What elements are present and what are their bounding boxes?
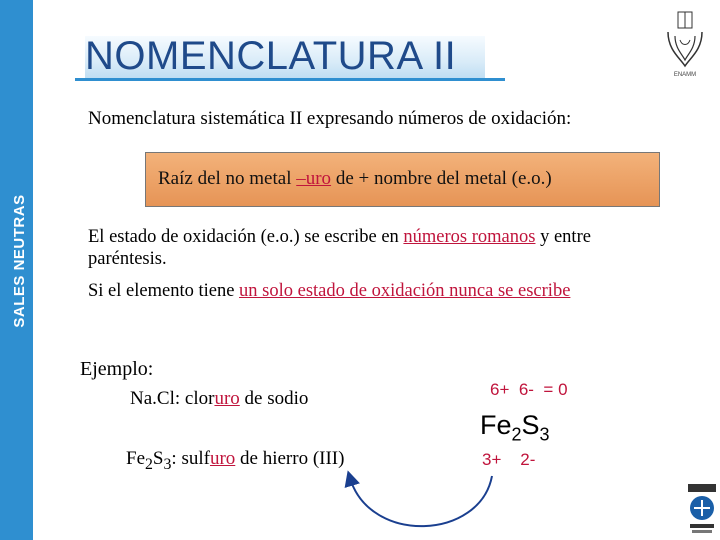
ox-bottom-fe: 3+ (482, 450, 502, 469)
para1-b: números romanos (403, 227, 536, 247)
s-sub: 3 (539, 424, 550, 445)
logo-caption: ENAMM (673, 72, 697, 78)
formula-text (158, 168, 552, 190)
education-logo-icon (686, 484, 718, 536)
school-logo-icon (660, 10, 710, 78)
ex2-sub2: 3 (163, 455, 172, 473)
ex2-e: de hierro (III) (235, 448, 345, 469)
formula-box (145, 152, 660, 207)
para1-d: paréntesis. (88, 249, 167, 269)
paragraph-single-state (88, 280, 570, 302)
ex2-c: : sulf (171, 448, 210, 469)
ex2-d: uro (209, 448, 236, 469)
s-symbol: S (521, 410, 540, 440)
subtitle: Nomenclatura sistemática II expresando números de oxidación: (88, 108, 572, 129)
para1-c: y entre (535, 227, 591, 247)
curved-arrow-icon (330, 460, 510, 540)
page-title: NOMENCLATURA II (85, 34, 457, 78)
paragraph-oxidation-state (88, 226, 591, 270)
formula-part1: Raíz del no metal (158, 168, 297, 189)
ox-top-eq: = 0 (543, 380, 568, 399)
formula-part3: de + nombre del metal (e.o.) (331, 168, 552, 189)
title-banner (75, 28, 495, 83)
formula-part2: –uro (296, 168, 332, 189)
para2-b: un solo estado de oxidación nunca se escribe (239, 281, 571, 301)
ox-top-s: 6- (518, 380, 534, 399)
sidebar (0, 0, 33, 540)
example-2 (126, 448, 344, 474)
formula-fe2s3 (480, 410, 550, 445)
ox-top-fe: 6+ (490, 380, 510, 399)
sidebar-label: SALES NEUTRAS (11, 194, 28, 328)
ex1-b: uro (214, 388, 240, 409)
oxidation-top-row (490, 380, 568, 400)
ex2-sub1: 2 (145, 455, 153, 473)
example-label: Ejemplo: (80, 358, 154, 380)
fe-symbol: Fe (480, 410, 512, 440)
example-1 (130, 388, 308, 410)
ox-bottom-s: 2- (520, 450, 536, 469)
ex2-b: S (152, 448, 164, 469)
ex2-a: Fe (126, 448, 145, 469)
para1-a: El estado de oxidación (e.o.) se escribe en (88, 227, 404, 247)
para2-a: Si el elemento tiene (88, 281, 240, 301)
ex1-c: de sodio (239, 388, 309, 409)
fe-sub: 2 (511, 424, 522, 445)
ex1-a: Na.Cl: clor (130, 388, 215, 409)
